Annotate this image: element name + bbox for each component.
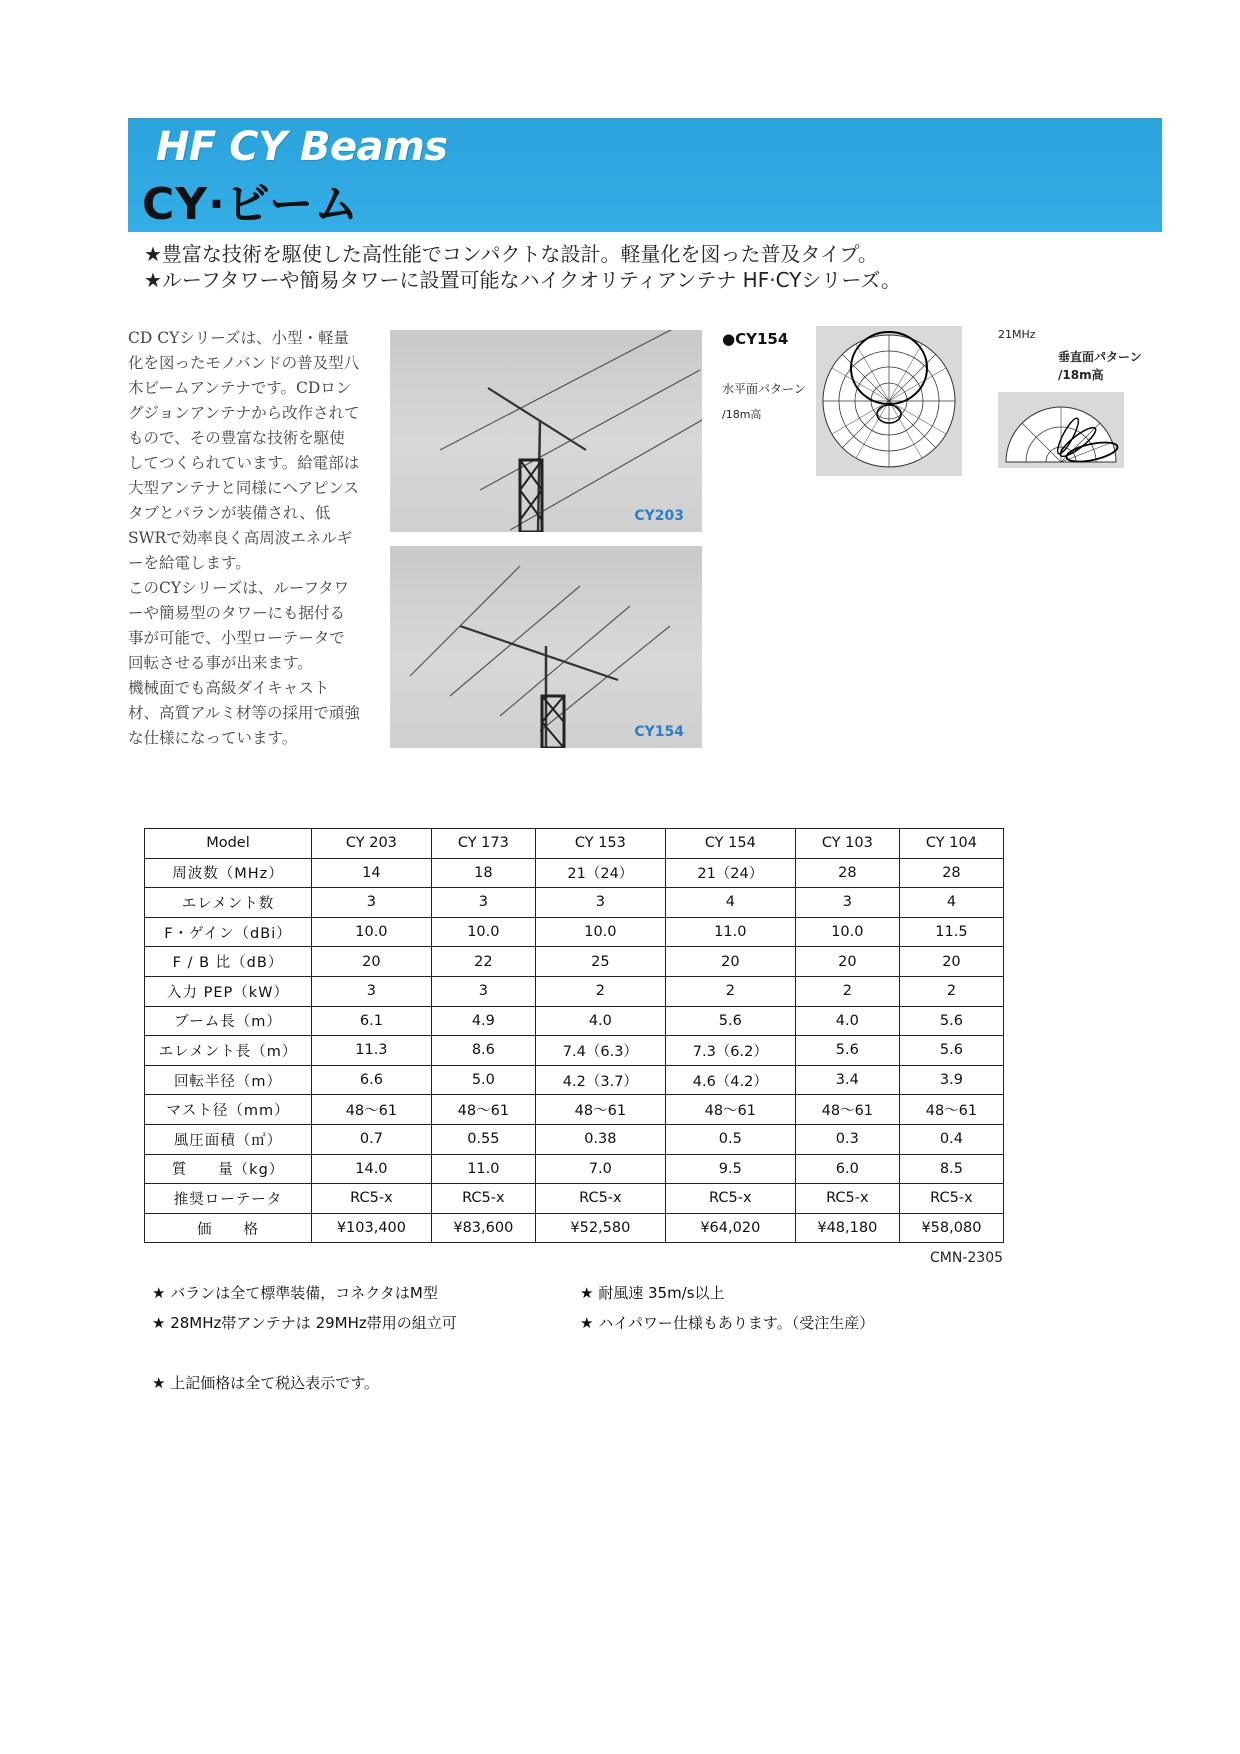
table-cell: 11.0 <box>665 917 795 947</box>
table-header-cell: CY 103 <box>795 829 899 859</box>
table-cell: 0.38 <box>535 1124 665 1154</box>
table-row <box>145 1213 1004 1243</box>
table-cell: 4.0 <box>795 1006 899 1036</box>
vertical-pattern-diagram <box>998 392 1124 468</box>
table-header-cell: Model <box>145 829 312 859</box>
table-cell: 3 <box>795 888 899 918</box>
table-cell: 10.0 <box>431 917 535 947</box>
table-cell: 11.0 <box>431 1154 535 1184</box>
vertical-pattern-height: /18m高 <box>1058 368 1104 382</box>
table-cell: 25 <box>535 947 665 977</box>
table-cell: 5.6 <box>795 1036 899 1066</box>
table-cell: 48〜61 <box>795 1095 899 1125</box>
table-cell: 5.6 <box>899 1036 1003 1066</box>
table-header-cell: CY 203 <box>312 829 432 859</box>
table-row <box>145 888 1004 918</box>
table-cell: 4 <box>665 888 795 918</box>
table-row <box>145 1065 1004 1095</box>
table-cell: 10.0 <box>795 917 899 947</box>
table-row <box>145 1036 1004 1066</box>
table-cell: 3 <box>312 888 432 918</box>
table-cell: ¥64,020 <box>665 1213 795 1243</box>
table-cell: ¥58,080 <box>899 1213 1003 1243</box>
note-wind-speed: ★ 耐風速 35m/s以上 <box>580 1284 725 1302</box>
table-cell: 4.6（4.2） <box>665 1065 795 1095</box>
table-cell: 28 <box>795 858 899 888</box>
table-row-header: エレメント長（m） <box>145 1036 312 1066</box>
horizontal-pattern-height: /18m高 <box>722 408 762 421</box>
table-cell: 48〜61 <box>665 1095 795 1125</box>
table-header-cell: CY 154 <box>665 829 795 859</box>
table-cell: 4.9 <box>431 1006 535 1036</box>
table-cell: 5.6 <box>665 1006 795 1036</box>
table-row <box>145 976 1004 1006</box>
table-cell: 7.3（6.2） <box>665 1036 795 1066</box>
table-cell: 20 <box>795 947 899 977</box>
table-cell: 7.4（6.3） <box>535 1036 665 1066</box>
table-cell: 3 <box>535 888 665 918</box>
table-cell: 14 <box>312 858 432 888</box>
table-cell: RC5-x <box>665 1184 795 1214</box>
vertical-pattern-label: 垂直面パターン <box>1058 350 1142 364</box>
table-row-header: ブーム長（m） <box>145 1006 312 1036</box>
table-cell: 4 <box>899 888 1003 918</box>
table-cell: RC5-x <box>899 1184 1003 1214</box>
table-row-header: 質 量（kg） <box>145 1154 312 1184</box>
table-cell: RC5-x <box>431 1184 535 1214</box>
table-cell: 0.55 <box>431 1124 535 1154</box>
table-cell: 2 <box>665 976 795 1006</box>
table-cell: ¥48,180 <box>795 1213 899 1243</box>
table-cell: 3 <box>431 976 535 1006</box>
note-28mhz: ★ 28MHz帯アンテナは 29MHz帯用の組立可 <box>152 1314 457 1332</box>
table-cell: 8.6 <box>431 1036 535 1066</box>
table-cell: 6.0 <box>795 1154 899 1184</box>
note-tax-included: ★ 上記価格は全て税込表示です。 <box>152 1374 380 1392</box>
table-row-header: 回転半径（m） <box>145 1065 312 1095</box>
table-cell: 48〜61 <box>312 1095 432 1125</box>
table-cell: 8.5 <box>899 1154 1003 1184</box>
table-cell: 48〜61 <box>431 1095 535 1125</box>
table-row <box>145 1124 1004 1154</box>
table-cell: 6.1 <box>312 1006 432 1036</box>
table-cell: 0.7 <box>312 1124 432 1154</box>
table-row-header: マスト径（mm） <box>145 1095 312 1125</box>
description <box>128 326 360 751</box>
table-row-header: 価 格 <box>145 1213 312 1243</box>
table-cell: 28 <box>899 858 1003 888</box>
note-high-power: ★ ハイパワー仕様もあります。（受注生産） <box>580 1314 875 1332</box>
horizontal-pattern-diagram <box>816 326 962 476</box>
table-cell: 4.0 <box>535 1006 665 1036</box>
table-row-header: エレメント数 <box>145 888 312 918</box>
horizontal-pattern-label: 水平面パターン <box>722 382 806 396</box>
table-row <box>145 1154 1004 1184</box>
table-cell: 2 <box>535 976 665 1006</box>
photo-label-cy154: CY154 <box>634 724 684 740</box>
table-cell: 20 <box>899 947 1003 977</box>
table-cell: 0.5 <box>665 1124 795 1154</box>
header-banner <box>128 118 1162 232</box>
table-cell: 3.4 <box>795 1065 899 1095</box>
table-cell: 48〜61 <box>899 1095 1003 1125</box>
table-cell: 11.3 <box>312 1036 432 1066</box>
table-row-header: 周波数（MHz） <box>145 858 312 888</box>
table-cell: 48〜61 <box>535 1095 665 1125</box>
table-cell: 14.0 <box>312 1154 432 1184</box>
description-para-3: 機械面でも高級ダイキャスト材、高質アルミ材等の採用で頑強な仕様になっています。 <box>128 679 360 747</box>
table-cell: 0.3 <box>795 1124 899 1154</box>
table-row <box>145 947 1004 977</box>
table-cell: RC5-x <box>535 1184 665 1214</box>
table-cell: 5.0 <box>431 1065 535 1095</box>
table-header-cell: CY 153 <box>535 829 665 859</box>
table-cell: ¥52,580 <box>535 1213 665 1243</box>
pattern-title: ●CY154 <box>722 330 789 348</box>
table-row-header: 風圧面積（㎡） <box>145 1124 312 1154</box>
table-cell: 7.0 <box>535 1154 665 1184</box>
table-row <box>145 858 1004 888</box>
table-cell: 22 <box>431 947 535 977</box>
antenna-photo-cy154 <box>390 546 702 748</box>
table-cell: 20 <box>665 947 795 977</box>
description-para-1: CD CYシリーズは、小型・軽量化を図ったモノバンドの普及型八木ビームアンテナです。CDロングジョンアンテナから改作されてもので、その豊富な技術を駆使してつくられています。給電部は大型アンテナと同様にヘアピンスタブとバランが装備され、低SWRで効率良く高周波エネルギーを給電します。 <box>128 329 360 572</box>
table-cell: RC5-x <box>312 1184 432 1214</box>
table-row-header: 推奨ローテータ <box>145 1184 312 1214</box>
table-cell: 20 <box>312 947 432 977</box>
table-cell: 2 <box>899 976 1003 1006</box>
table-row <box>145 1184 1004 1214</box>
table-header-cell: CY 104 <box>899 829 1003 859</box>
table-cell: 3 <box>431 888 535 918</box>
table-cell: 6.6 <box>312 1065 432 1095</box>
table-cell: 11.5 <box>899 917 1003 947</box>
banner-title-jp: CY·ビーム <box>142 179 360 230</box>
table-row <box>145 1006 1004 1036</box>
table-cell: 2 <box>795 976 899 1006</box>
table-cell: 3 <box>312 976 432 1006</box>
lead-line-1: ★豊富な技術を駆使した高性能でコンパクトな設計。軽量化を図った普及タイプ。 <box>144 242 878 266</box>
pattern-frequency-label: 21MHz <box>998 328 1036 341</box>
table-cell: 10.0 <box>535 917 665 947</box>
table-cell: ¥103,400 <box>312 1213 432 1243</box>
table-cell: 21（24） <box>535 858 665 888</box>
description-para-2: このCYシリーズは、ルーフタワーや簡易型のタワーにも据付る事が可能で、小型ローテータで回転させる事が出来ます。 <box>128 579 349 672</box>
table-cell: 18 <box>431 858 535 888</box>
table-cell: 9.5 <box>665 1154 795 1184</box>
table-cell: ¥83,600 <box>431 1213 535 1243</box>
antenna-photo-cy203 <box>390 330 702 532</box>
antenna-illustration-icon <box>390 330 702 532</box>
table-row <box>145 1095 1004 1125</box>
table-cell: 5.6 <box>899 1006 1003 1036</box>
table-cell: 4.2（3.7） <box>535 1065 665 1095</box>
table-cell: 0.4 <box>899 1124 1003 1154</box>
table-header-row <box>145 829 1004 859</box>
catalog-code: CMN-2305 <box>930 1250 1004 1266</box>
table-cell: RC5-x <box>795 1184 899 1214</box>
antenna-illustration-icon <box>390 546 702 748</box>
banner-title-en: HF CY Beams <box>156 124 448 170</box>
table-row-header: F / B 比（dB） <box>145 947 312 977</box>
note-balun: ★ バランは全て標準装備，コネクタはM型 <box>152 1284 438 1302</box>
spec-table <box>144 828 1004 1243</box>
table-row-header: F・ゲイン（dBi） <box>145 917 312 947</box>
table-row-header: 入力 PEP（kW） <box>145 976 312 1006</box>
photo-label-cy203: CY203 <box>634 508 684 524</box>
table-cell: 10.0 <box>312 917 432 947</box>
lead-line-2: ★ルーフタワーや簡易タワーに設置可能なハイクオリティアンテナ HF·CYシリーズ。 <box>144 268 902 292</box>
table-cell: 3.9 <box>899 1065 1003 1095</box>
table-cell: 21（24） <box>665 858 795 888</box>
table-header-cell: CY 173 <box>431 829 535 859</box>
table-row <box>145 917 1004 947</box>
